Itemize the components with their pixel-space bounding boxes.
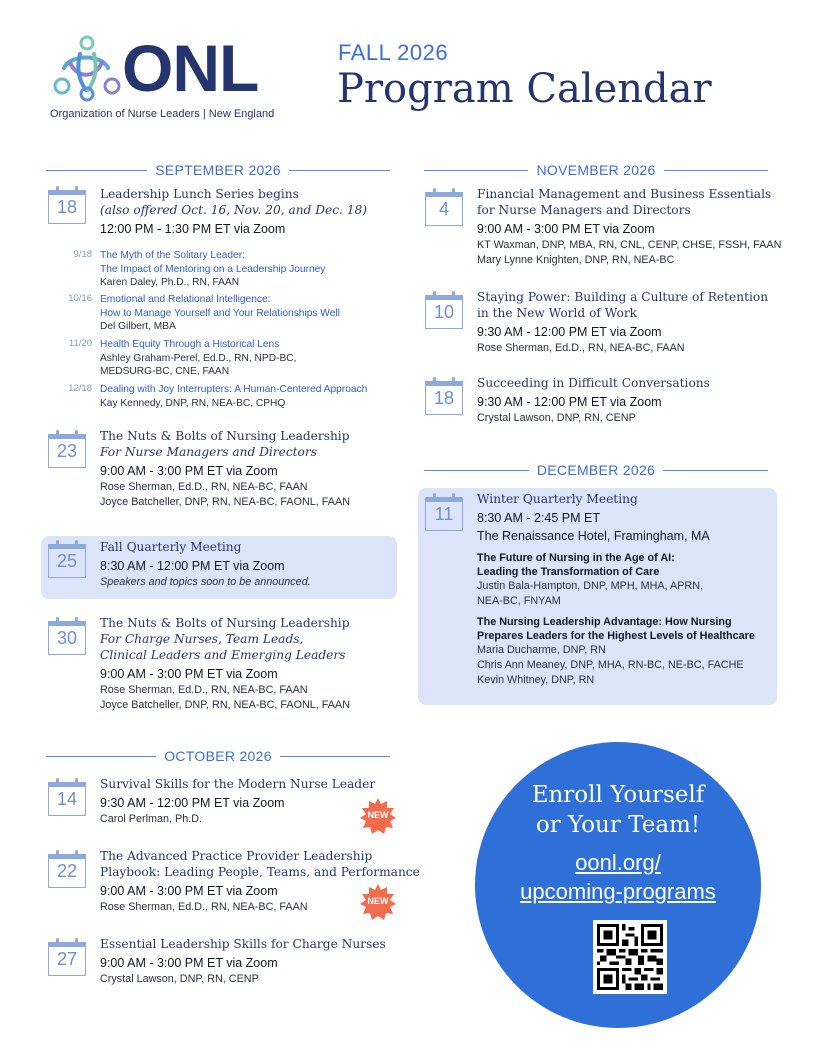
event-title: Winter Quarterly Meeting: [477, 492, 638, 506]
session-speaker: MEDSURG-BC, CNE, FAAN: [100, 366, 230, 377]
qr-code-icon: [597, 924, 663, 990]
session-title[interactable]: Health Equity Through a Historical Lens: [100, 339, 280, 350]
event-day: 23: [56, 441, 78, 461]
talk-title: The Future of Nursing in the Age of AI:: [477, 552, 675, 564]
programs-link-line[interactable]: oonl.org/: [575, 850, 661, 875]
event-oct-27: [48, 936, 398, 992]
event-title: The Advanced Practice Provider Leadership: [100, 849, 373, 863]
session-title[interactable]: The Myth of the Solitary Leader:: [100, 250, 245, 261]
event-title: Survival Skills for the Modern Nurse Leader: [100, 777, 376, 791]
session-speaker: Kay Kennedy, DNP, RN, NEA-BC, CPHQ: [100, 397, 286, 409]
event-time: 9:00 AM - 3:00 PM ET via Zoom: [100, 884, 278, 898]
event-title: Staying Power: Building a Culture of Retention: [477, 290, 769, 304]
event-title: Financial Management and Business Essentials: [477, 187, 772, 201]
event-sep-23: [48, 428, 398, 518]
talk-speaker: Justin Bala-Hampton, DNP, MPH, MHA, APRN,: [477, 580, 704, 592]
event-sep-25: [41, 536, 397, 599]
calendar-icon: [48, 778, 86, 816]
event-speaker: KT Waxman, DNP, MBA, RN, CNL, CENP, CHSE, FSSH, FAAN: [477, 239, 782, 251]
event-nov-10: [425, 289, 795, 364]
talk-title: Leading the Transformation of Care: [477, 566, 660, 578]
event-speaker: Joyce Batcheller, DNP, RN, NEA-BC, FAONL, FAAN: [100, 496, 351, 508]
event-day: 18: [56, 197, 78, 217]
session-date: 11/20: [68, 338, 92, 349]
nurse-leaders-logo-icon: [50, 34, 122, 104]
programs-link-line[interactable]: upcoming-programs: [520, 879, 716, 904]
session-title[interactable]: How to Manage Yourself and Your Relationships Well: [100, 307, 340, 319]
enroll-callout: [475, 742, 761, 1028]
event-title: The Nuts & Bolts of Nursing Leadership: [100, 429, 350, 443]
logo-wordmark: ONL: [122, 31, 259, 105]
event-day: 14: [56, 789, 78, 809]
month-label: DECEMBER 2026: [536, 462, 656, 478]
talk-title: Prepares Leaders for the Highest Levels of Healthcare: [477, 630, 755, 642]
session-speaker: Ashley Graham-Perel, Ed.D., RN, NPD-BC,: [100, 352, 297, 364]
month-header-december: [424, 460, 768, 480]
qr-code[interactable]: [593, 920, 667, 994]
event-title: for Nurse Managers and Directors: [477, 203, 691, 217]
event-time: 9:00 AM - 3:00 PM ET via Zoom: [477, 222, 655, 236]
programs-link[interactable]: [475, 848, 761, 906]
month-label: OCTOBER 2026: [164, 748, 272, 764]
event-time: 9:30 AM - 12:00 PM ET via Zoom: [100, 796, 285, 810]
talk-title: The Nursing Leadership Advantage: How Nursing: [477, 616, 732, 628]
event-title: Playbook: Leading People, Teams, and Performance: [100, 865, 420, 879]
onl-logo: [50, 31, 300, 126]
session-title[interactable]: Emotional and Relational Intelligence:: [100, 294, 271, 305]
event-title: Fall Quarterly Meeting: [100, 540, 242, 554]
calendar-icon: [425, 291, 463, 329]
event-day: 4: [438, 199, 449, 219]
event-day: 10: [433, 302, 455, 322]
session-title[interactable]: Dealing with Joy Interrupters: A Human-Centered Approach: [100, 384, 368, 395]
calendar-icon: [48, 430, 86, 468]
event-day: 22: [56, 861, 78, 881]
session-date: 9/18: [73, 249, 92, 260]
badge-label: NEW: [367, 810, 389, 820]
event-speaker: Rose Sherman, Ed.D., RN, NEA-BC, FAAN: [477, 342, 685, 354]
season-label: FALL 2026: [338, 40, 449, 65]
event-oct-14: [48, 776, 398, 832]
event-time: 9:30 AM - 12:00 PM ET via Zoom: [477, 395, 662, 409]
event-day: 18: [433, 388, 455, 408]
logo-tagline: Organization of Nurse Leaders | New England: [50, 108, 275, 120]
session-date: 10/16: [68, 293, 92, 304]
badge-label: NEW: [367, 896, 389, 906]
event-subtitle: For Charge Nurses, Team Leads,: [100, 632, 304, 646]
event-subtitle: Clinical Leaders and Emerging Leaders: [100, 648, 346, 662]
event-speaker: Crystal Lawson, DNP, RN, CENP: [100, 973, 259, 985]
event-nov-4: [425, 186, 795, 276]
calendar-icon: [48, 850, 86, 888]
calendar-icon: [425, 493, 463, 531]
event-speaker: Rose Sherman, Ed.D., RN, NEA-BC, FAAN: [100, 684, 308, 696]
event-time: 9:00 AM - 3:00 PM ET via Zoom: [100, 667, 278, 681]
event-day: 25: [56, 551, 78, 571]
event-day: 11: [434, 504, 454, 524]
event-time: 9:00 AM - 3:00 PM ET via Zoom: [100, 956, 278, 970]
event-title: The Nuts & Bolts of Nursing Leadership: [100, 616, 350, 630]
event-time: 9:00 AM - 3:00 PM ET via Zoom: [100, 464, 278, 478]
event-speaker: Crystal Lawson, DNP, RN, CENP: [477, 412, 636, 424]
page-title: Program Calendar: [337, 66, 712, 112]
event-time: 8:30 AM - 2:45 PM ET: [477, 511, 600, 525]
enroll-heading: Enroll Yourself: [531, 782, 705, 808]
calendar-icon: [48, 186, 86, 224]
session-speaker: Karen Daley, Ph.D., RN, FAAN: [100, 277, 240, 288]
event-title: Essential Leadership Skills for Charge Nurses: [100, 937, 386, 951]
event-subtitle: (also offered Oct. 16, Nov. 20, and Dec. 18): [100, 203, 368, 217]
calendar-icon: [425, 377, 463, 415]
event-day: 30: [56, 628, 78, 648]
event-time: 8:30 AM - 12:00 PM ET via Zoom: [100, 559, 285, 573]
event-day: 27: [56, 949, 78, 969]
session-speaker: Del Gilbert, MBA: [100, 321, 176, 332]
month-header-september: [46, 160, 390, 180]
event-speaker: Mary Lynne Knighten, DNP, RN, NEA-BC: [477, 254, 675, 266]
month-header-october: [46, 746, 390, 766]
calendar-icon: [48, 540, 86, 578]
month-label: NOVEMBER 2026: [536, 162, 656, 178]
talk-speaker: Chris Ann Meaney, DNP, MHA, RN-BC, NE-BC, FACHE: [477, 659, 744, 671]
event-speaker: Carol Perlman, Ph.D.: [100, 813, 203, 825]
talk-speaker: NEA-BC, FNYAM: [477, 595, 561, 607]
event-speaker: Rose Sherman, Ed.D., RN, NEA-BC, FAAN: [100, 481, 308, 493]
calendar-icon: [425, 188, 463, 226]
event-speaker: Joyce Batcheller, DNP, RN, NEA-BC, FAONL, FAAN: [100, 699, 351, 711]
new-badge: [360, 884, 396, 920]
event-venue: The Renaissance Hotel, Framingham, MA: [477, 529, 710, 543]
event-time: 9:30 AM - 12:00 PM ET via Zoom: [477, 325, 662, 339]
event-dec-11: [418, 488, 777, 705]
session-title[interactable]: The Impact of Mentoring on a Leadership Journey: [100, 263, 326, 275]
event-title: Succeeding in Difficult Conversations: [477, 376, 710, 390]
event-subtitle: For Nurse Managers and Directors: [100, 445, 317, 459]
talk-speaker: Maria Ducharme, DNP, RN: [477, 644, 606, 656]
talk-speaker: Kevin Whitney, DNP, RN: [477, 674, 595, 686]
event-note: Speakers and topics soon to be announced.: [100, 576, 311, 588]
event-time: 12:00 PM - 1:30 PM ET via Zoom: [100, 222, 286, 236]
event-sep-30: [48, 615, 398, 720]
event-speaker: Rose Sherman, Ed.D., RN, NEA-BC, FAAN: [100, 901, 308, 913]
month-header-november: [424, 160, 768, 180]
enroll-heading: or Your Team!: [535, 812, 701, 838]
calendar-icon: [48, 938, 86, 976]
new-badge: [360, 798, 396, 834]
event-title: Leadership Lunch Series begins: [100, 187, 299, 201]
month-label: SEPTEMBER 2026: [155, 162, 281, 178]
session-date: 12/18: [68, 383, 92, 394]
calendar-icon: [48, 617, 86, 655]
event-nov-18: [425, 375, 795, 431]
event-title: in the New World of Work: [477, 306, 638, 320]
